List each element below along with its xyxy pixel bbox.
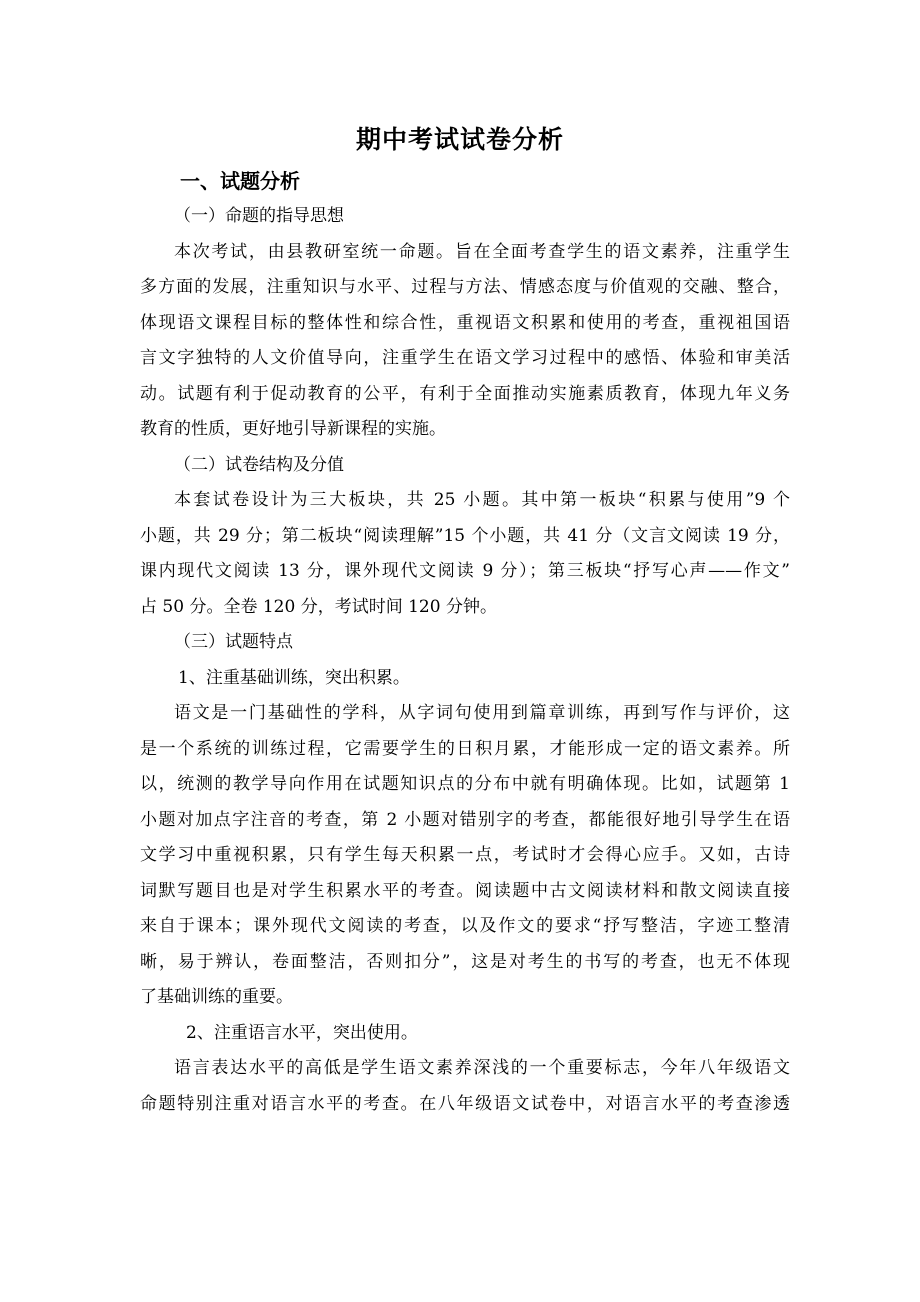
section-heading-question-analysis: 一、试题分析	[180, 169, 300, 193]
paragraph-line: 语文是一门基础性的学科，从字词句使用到篇章训练，再到写作与评价，这	[174, 703, 790, 723]
paragraph-line: 小题对加点字注音的考查，第 2 小题对错别字的考查，都能很好地引导学生在语	[140, 809, 790, 830]
paragraph-line: 多方面的发展，注重知识与水平、过程与方法、情感态度与价值观的交融、整合，	[140, 277, 790, 297]
paragraph-line: 体现语文课程目标的整体性和综合性，重视语文积累和使用的考查，重视祖国语	[140, 312, 790, 333]
paragraph-line: 本次考试，由县教研室统一命题。旨在全面考查学生的语文素养，注重学生	[174, 241, 790, 262]
paragraph-line: 是一个系统的训练过程，它需要学生的日积月累，才能形成一定的语文素养。所	[140, 738, 790, 759]
paragraph-line: 小题，共 29 分；第二板块“阅读理解”15 个小题，共 41 分（文言文阅读 19 分，	[140, 525, 790, 546]
point-heading-language-ability: 2、注重语言水平，突出使用。	[186, 1022, 418, 1043]
document-title: 期中考试试卷分析	[355, 125, 564, 154]
paragraph-line: 以，统测的教学导向作用在试题知识点的分布中就有明确体现。比如，试题第 1	[140, 774, 790, 794]
paragraph-line: 本套试卷设计为三大板块，共 25 小题。其中第一板块“积累与使用”9 个	[174, 490, 790, 510]
paragraph-line: 词默写题目也是对学生积累水平的考查。阅读题中古文阅读材料和散文阅读直接	[140, 880, 790, 901]
paragraph-line: 了基础训练的重要。	[140, 987, 293, 1007]
paragraph-line: 课内现代文阅读 13 分，课外现代文阅读 9 分）；第三板块“抒写心声——作文”	[140, 561, 790, 581]
paragraph-line: 文学习中重视积累，只有学生每天积累一点，考试时才会得心应手。又如，古诗	[140, 845, 790, 865]
subsection-heading-structure-scores: （二）试卷结构及分值	[174, 454, 344, 475]
paragraph-line: 来自于课本；课外现代文阅读的考查，以及作文的要求“抒写整洁，字迹工整清	[140, 916, 790, 936]
point-heading-basic-training: 1、注重基础训练，突出积累。	[178, 667, 410, 688]
paragraph-line: 命题特别注重对语言水平的考查。在八年级语文试卷中，对语言水平的考查渗透	[140, 1093, 790, 1114]
paragraph-line: 动。试题有利于促动教育的公平，有利于全面推动实施素质教育，体现九年义务	[140, 383, 790, 404]
paragraph-line: 晰，易于辨认，卷面整洁，否则扣分”，这是对考生的书写的考查，也无不体现	[140, 951, 790, 972]
paragraph-line: 占 50 分。全卷 120 分，考试时间 120 分钟。	[140, 596, 497, 617]
paragraph-line: 言文字独特的人文价值导向，注重学生在语文学习过程中的感悟、体验和审美活	[140, 348, 790, 368]
document-body	[140, 199, 790, 1122]
paragraph-line: 语言表达水平的高低是学生语文素养深浅的一个重要标志，今年八年级语文	[174, 1058, 790, 1078]
subsection-heading-features: （三）试题特点	[174, 632, 293, 652]
subsection-heading-guiding-ideas: （一）命题的指导思想	[174, 206, 344, 226]
paragraph-line: 教育的性质，更好地引导新课程的实施。	[140, 419, 446, 439]
